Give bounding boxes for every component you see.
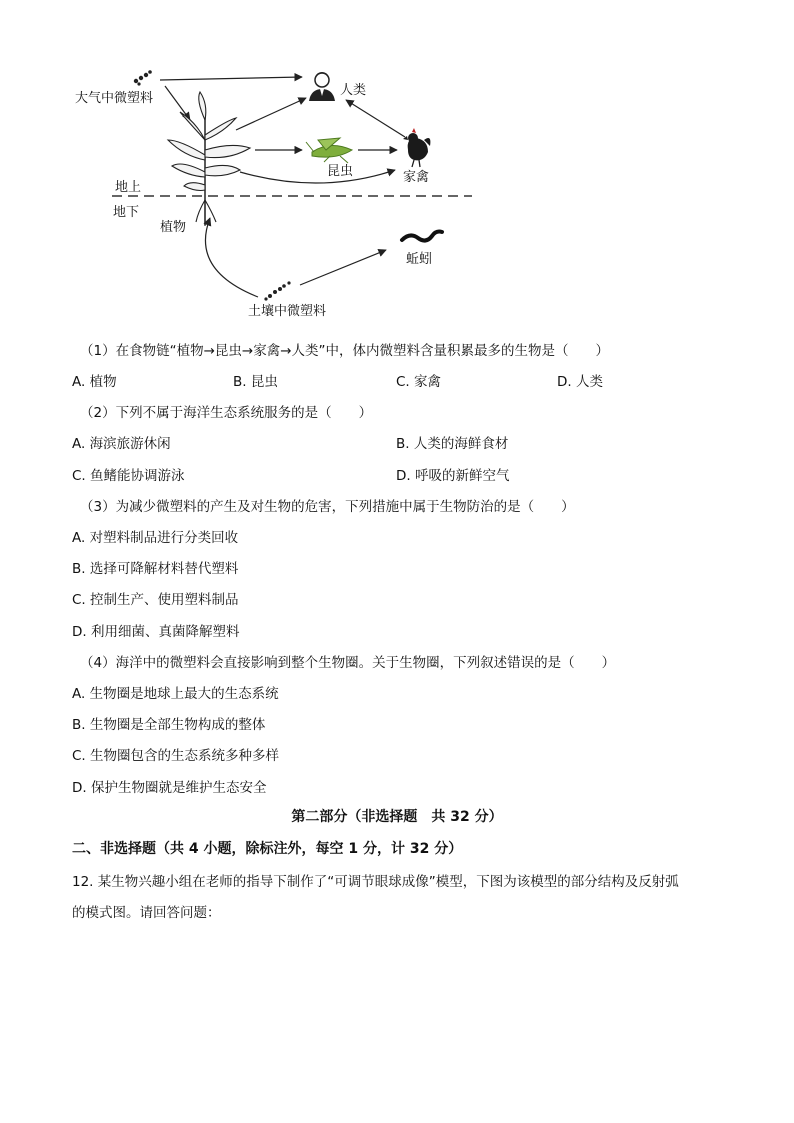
grasshopper-icon <box>306 138 352 163</box>
food-web-diagram <box>0 0 794 330</box>
arrow-soil-to-earthworm <box>300 250 386 285</box>
question-2-stem: （2）下列不属于海洋生态系统服务的是（ ） <box>80 405 373 421</box>
q2-option-c: C. 鱼鳍能协调游泳 <box>72 468 185 484</box>
q4-option-a: A. 生物圈是地球上最大的生态系统 <box>72 686 279 702</box>
label-above-ground: 地上 <box>115 180 142 195</box>
q12-line-2: 的模式图。请回答问题： <box>72 905 221 921</box>
q4-option-b: B. 生物圈是全部生物构成的整体 <box>72 717 266 733</box>
question-3-stem: （3）为减少微塑料的产生及对生物的危害，下列措施中属于生物防治的是（ ） <box>80 499 575 515</box>
label-air-microplastic: 大气中微塑料 <box>75 91 154 106</box>
q4-option-d: D. 保护生物圈就是维护生态安全 <box>72 780 267 796</box>
arrow-air-to-plant <box>165 86 190 120</box>
q2-option-b: B. 人类的海鲜食材 <box>396 436 509 452</box>
chicken-icon <box>403 128 430 167</box>
label-plant: 植物 <box>160 220 187 235</box>
q12-line-1: 12. 某生物兴趣小组在老师的指导下制作了“可调节眼球成像”模型，下图为该模型的部分结构及反射弧 <box>72 874 679 890</box>
question-1-stem: （1）在食物链“植物→昆虫→家禽→人类”中，体内微塑料含量积累最多的生物是（ ） <box>80 343 610 359</box>
label-earthworm: 蚯蚓 <box>406 252 433 267</box>
q3-option-b: B. 选择可降解材料替代塑料 <box>72 561 239 577</box>
section-heading: 二、非选择题（共 4 小题，除标注外，每空 1 分，计 32 分） <box>72 841 463 857</box>
plant-icon <box>168 92 250 226</box>
earthworm-icon <box>402 232 442 241</box>
label-human: 人类 <box>340 83 367 98</box>
q1-option-b: B. 昆虫 <box>233 374 278 390</box>
q1-option-d: D. 人类 <box>557 374 603 390</box>
arrow-soil-to-plant <box>205 218 258 297</box>
arrow-plant-to-poultry <box>240 170 395 183</box>
question-4-stem: （4）海洋中的微塑料会直接影响到整个生物圈。关于生物圈，下列叙述错误的是（ ） <box>80 655 616 671</box>
microplastic-dots-soil <box>264 281 290 300</box>
label-soil-microplastic: 土壤中微塑料 <box>248 304 327 319</box>
part-two-title: 第二部分（非选择题 共 32 分） <box>291 809 503 825</box>
arrow-plant-to-human <box>236 98 306 130</box>
q1-option-c: C. 家禽 <box>396 374 442 390</box>
q2-option-d: D. 呼吸的新鲜空气 <box>396 468 510 484</box>
label-poultry: 家禽 <box>403 170 430 185</box>
arrow-air-to-human <box>160 77 302 80</box>
label-insect: 昆虫 <box>327 164 354 179</box>
human-icon <box>309 72 335 101</box>
arrow-poultry-to-human <box>346 100 405 137</box>
microplastic-dots-air <box>134 70 152 85</box>
q2-option-a: A. 海滨旅游休闲 <box>72 436 171 452</box>
q3-option-a: A. 对塑料制品进行分类回收 <box>72 530 239 546</box>
label-below-ground: 地下 <box>113 205 140 220</box>
q4-option-c: C. 生物圈包含的生态系统多种多样 <box>72 748 280 764</box>
q3-option-d: D. 利用细菌、真菌降解塑料 <box>72 624 240 640</box>
q3-option-c: C. 控制生产、使用塑料制品 <box>72 592 239 608</box>
q1-option-a: A. 植物 <box>72 374 117 390</box>
